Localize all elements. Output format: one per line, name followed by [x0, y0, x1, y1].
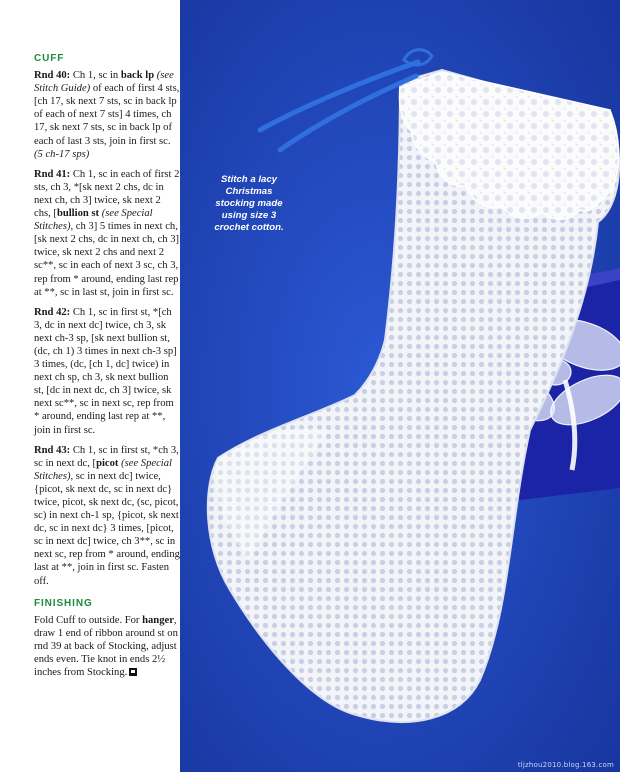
round-42-instructions: Rnd 42: Ch 1, sc in first st, *[ch 3, dc in next dc] twice, ch 3, sk next ch-3 sp, [sk next bullion st, (dc, ch 1) 3 times in next ch-3 sp] 3 times, (dc, [ch 1, dc] twice) in next ch sp, ch 3, sk next bullion st, [dc in next dc, ch 3] twice, sk next sc**, sc in next sc, rep from * around, ending last rep at **, join in first sc.: [34, 306, 177, 436]
photo-caption: Stitch a lacy Christmas stocking made using size 3 crochet cotton.: [214, 174, 284, 233]
photo-illustration: [180, 0, 620, 772]
pattern-text-column: [34, 52, 180, 686]
cuff-heading: CUFF: [34, 53, 65, 64]
round-40-instructions: Rnd 40: Ch 1, sc in back lp (see Stitch Guide) of each of first 4 sts, [ch 17, sk next 7 sts, sc in back lp of each of next 7 sts] 4 times, ch 17, sk next 7 sts, sc in back lp of each of last 3 sts, join in first sc. (5 ch-17 sps): [34, 70, 180, 160]
round-41-instructions: Rnd 41: Ch 1, sc in each of first 2 sts, ch 3, *[sk next 2 chs, dc in next ch, ch 3] twice, sk next 2 chs, [bullion st (see Special Stitches), ch 3] 5 times in next ch, [sk next 2 chs, dc in next ch, ch 3] twice, sk next 2 chs and next 2 sc**, sc in each of next 3 sc, ch 3, rep from * around, ending last rep at **, sc in last st, join in first sc.: [34, 168, 180, 298]
end-of-article-icon: [129, 668, 137, 676]
finishing-instructions: Fold Cuff to outside. For hanger, draw 1 end of ribbon around st on rnd 39 at back of Stocking, adjust ends even. Tie knot in ends 2½ inches from Stocking.: [34, 614, 178, 679]
stocking-photo: [180, 0, 620, 772]
finishing-heading: FINISHING: [34, 597, 93, 609]
round-43-instructions: Rnd 43: Ch 1, sc in first st, *ch 3, sc in next dc, [picot (see Special Stitches), sc in next dc] twice, {picot, sk next dc, sc in next dc} twice, picot, sk next dc, (sc, picot, sc) in next ch-1 sp, {picot, sk next dc, sc in next dc} 3 times, [picot, sc in next dc] twice, ch 3**, sc in next sc, rep from * around, ending last at **, join in first sc. Fasten off.: [34, 444, 180, 587]
source-watermark: tljzhou2010.blog.163.com: [517, 761, 614, 769]
